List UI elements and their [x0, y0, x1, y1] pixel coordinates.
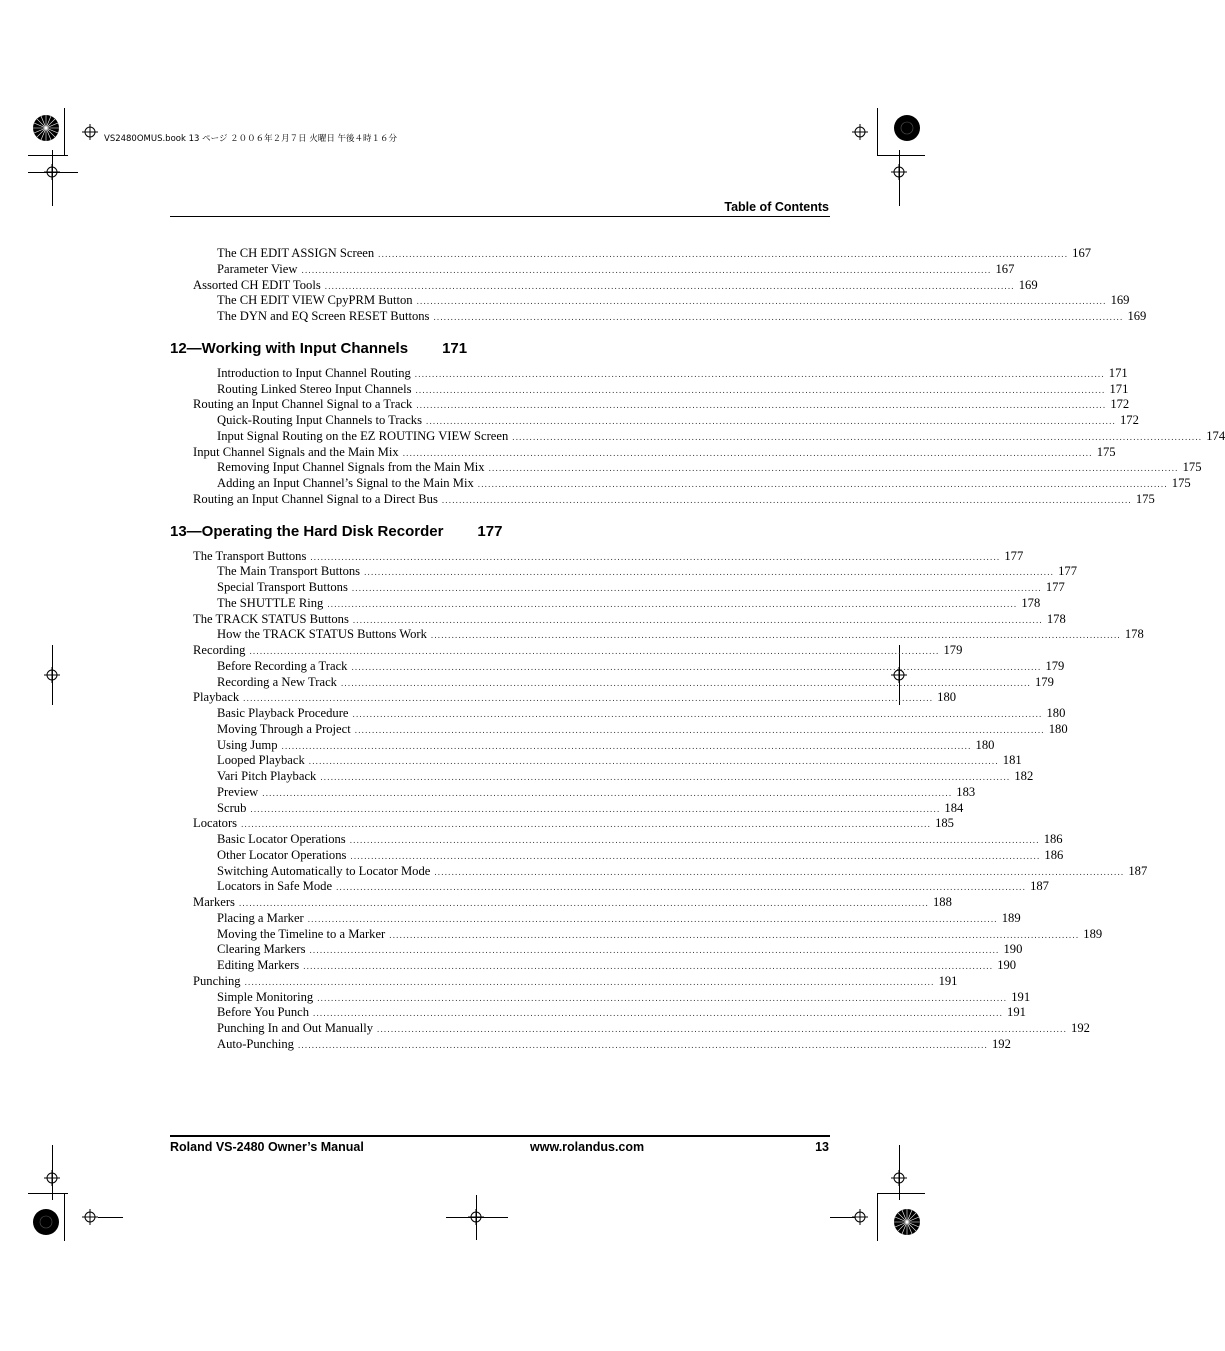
toc-entry[interactable] — [170, 444, 1116, 461]
header-rule — [170, 216, 830, 217]
toc-entry[interactable] — [170, 595, 1041, 612]
dot-leader: ........................................................................................................................................................................................................ — [512, 431, 1203, 442]
toc-section — [170, 246, 1147, 325]
dot-leader: ........................................................................................................................................................................................................ — [389, 929, 1080, 940]
toc-entry[interactable] — [170, 832, 1063, 848]
toc-entry-title: Playback — [193, 690, 240, 705]
dot-leader: ........................................................................................................................................................................................................ — [309, 945, 1000, 956]
toc-entry-page: 192 — [1071, 1021, 1090, 1035]
registration-starburst-icon — [32, 1208, 60, 1236]
toc-entry[interactable] — [170, 611, 1066, 628]
dot-leader: ........................................................................................................................................................................................................ — [249, 646, 940, 656]
toc-entry[interactable] — [170, 381, 1129, 398]
toc-entry-title: Other Locator Operations — [217, 847, 347, 862]
print-slug: VS2480OMUS.book 13 ページ ２００６年２月７日 火曜日 午後４時１６分 — [104, 134, 398, 144]
toc-entry-title: Looped Playback — [217, 753, 305, 768]
toc-entry[interactable] — [170, 564, 1077, 580]
dot-leader: ........................................................................................................................................................................................................ — [238, 898, 929, 908]
registration-crosshair-icon — [82, 124, 98, 140]
footer-website: www.rolandus.com — [530, 1140, 645, 1154]
toc-entry-title: Removing Input Channel Signals from the Main Mix — [217, 460, 485, 475]
toc-entry[interactable] — [170, 397, 1130, 413]
toc-entry-page: 180 — [1046, 706, 1066, 720]
running-header: Table of Contents — [724, 200, 829, 214]
toc-entry-title: Preview — [217, 784, 259, 799]
toc-entry[interactable] — [170, 816, 954, 832]
toc-entry-title: The CH EDIT ASSIGN Screen — [217, 246, 375, 260]
toc-entry-page: 178 — [1021, 595, 1041, 610]
toc-entry-page: 181 — [1002, 753, 1022, 768]
toc-entry-page: 187 — [1030, 879, 1049, 894]
toc-entry-page: 180 — [1048, 721, 1068, 736]
crop-mark — [877, 1193, 925, 1194]
toc-entry-page: 175 — [1135, 491, 1155, 506]
toc-entry-page: 191 — [1011, 989, 1031, 1004]
toc-entry-title: Markers — [193, 895, 235, 909]
registration-starburst-icon — [893, 1208, 921, 1236]
toc-entry-title: Placing a Marker — [217, 910, 304, 925]
dot-leader: ........................................................................................................................................................................................................ — [244, 976, 935, 987]
toc-entry-page: 190 — [997, 958, 1017, 972]
dot-leader: ........................................................................................................................................................................................................ — [441, 494, 1132, 505]
registration-crosshair-icon — [82, 1209, 98, 1225]
toc-entry[interactable] — [170, 548, 1024, 565]
toc-entry-page: 178 — [1124, 627, 1144, 642]
toc-entry[interactable] — [170, 879, 1049, 895]
crop-mark — [28, 155, 68, 156]
toc-entry-title: Locators — [193, 816, 238, 831]
dot-leader: ........................................................................................................................................................................................................ — [320, 772, 1011, 782]
crop-mark — [446, 1217, 508, 1218]
toc-entry-title: The CH EDIT VIEW CpyPRM Button — [217, 293, 413, 308]
toc-entry-page: 180 — [975, 737, 995, 752]
toc-entry[interactable] — [170, 1005, 1026, 1021]
dot-leader: ........................................................................................................................................................................................................ — [488, 463, 1179, 474]
registration-crosshair-icon — [891, 164, 907, 180]
toc-entry-title: The Transport Buttons — [193, 548, 307, 563]
dot-leader: ........................................................................................................................................................................................................ — [336, 882, 1027, 893]
toc-entry-page: 186 — [1044, 847, 1064, 862]
crop-mark — [877, 155, 925, 156]
toc-entry[interactable] — [170, 706, 1066, 722]
registration-crosshair-icon — [891, 1170, 907, 1186]
toc-entry[interactable] — [170, 1036, 1011, 1053]
dot-leader: ........................................................................................................................................................................................................ — [378, 249, 1069, 259]
toc-entry[interactable] — [170, 1021, 1090, 1037]
toc-entry-page: 171 — [1108, 365, 1128, 380]
toc-entry-title: Scrub — [217, 800, 247, 815]
toc-entry-title: Quick-Routing Input Channels to Tracks — [217, 413, 422, 427]
toc-entry[interactable] — [170, 690, 957, 706]
toc-entry-title: Punching — [193, 973, 241, 988]
toc-entry-page: 175 — [1096, 444, 1116, 459]
toc-entry-title: How the TRACK STATUS Buttons Work — [217, 627, 427, 642]
toc-entry-page: 177 — [1045, 580, 1065, 594]
toc-entry-title: Routing an Input Channel Signal to a Direct Bus — [193, 491, 438, 506]
dot-leader: ........................................................................................................................................................................................................ — [351, 583, 1042, 593]
toc-entry-page: 184 — [944, 800, 964, 815]
toc-entry-page: 172 — [1120, 413, 1139, 427]
crop-mark — [64, 108, 65, 156]
toc-entry-page: 179 — [1034, 674, 1054, 689]
dot-leader: ........................................................................................................................................................................................................ — [303, 961, 994, 971]
toc-entry-page: 175 — [1182, 460, 1202, 475]
chapter-page: 171 — [442, 339, 468, 357]
toc-entry[interactable] — [170, 643, 963, 659]
crop-mark — [877, 1193, 878, 1241]
dot-leader: ........................................................................................................................................................................................................ — [415, 384, 1106, 395]
toc-entry[interactable] — [170, 769, 1034, 785]
toc-entry[interactable] — [170, 721, 1068, 738]
toc-entry-page: 191 — [1007, 1005, 1026, 1020]
dot-leader: ........................................................................................................................................................................................................ — [364, 567, 1055, 578]
dot-leader: ........................................................................................................................................................................................................ — [351, 661, 1042, 672]
toc-entry-page: 171 — [1109, 381, 1129, 396]
dot-leader: ........................................................................................................................................................................................................ — [243, 693, 934, 704]
toc-entry-title: The DYN and EQ Screen RESET Buttons — [217, 309, 430, 323]
dot-leader: ........................................................................................................................................................................................................ — [402, 447, 1093, 458]
toc-entry[interactable] — [170, 413, 1139, 429]
toc-entry[interactable] — [170, 580, 1065, 596]
toc-entry[interactable] — [170, 309, 1147, 325]
dot-leader: ........................................................................................................................................................................................................ — [426, 416, 1116, 426]
toc-entry-title: Moving the Timeline to a Marker — [217, 926, 386, 941]
toc-entry-page: 179 — [1045, 658, 1065, 673]
toc-entry-page: 169 — [1127, 309, 1147, 323]
toc-section — [170, 548, 1148, 1053]
dot-leader: ........................................................................................................................................................................................................ — [307, 913, 998, 924]
dot-leader: ........................................................................................................................................................................................................ — [297, 1039, 988, 1050]
toc-entry-title: Before Recording a Track — [217, 658, 348, 673]
toc-entry-page: 169 — [1018, 277, 1038, 292]
dot-leader: ........................................................................................................................................................................................................ — [241, 819, 932, 830]
dot-leader: ........................................................................................................................................................................................................ — [416, 400, 1107, 411]
toc-entry-title: Introduction to Input Channel Routing — [217, 365, 411, 380]
registration-starburst-icon — [893, 114, 921, 142]
dot-leader: ........................................................................................................................................................................................................ — [350, 850, 1041, 861]
toc-entry-title: Using Jump — [217, 737, 278, 752]
toc-entry-title: Parameter View — [217, 261, 298, 276]
toc-entry-title: Auto-Punching — [217, 1036, 294, 1051]
toc-entry-page: 172 — [1110, 397, 1130, 412]
toc-entry[interactable] — [170, 261, 1015, 278]
dot-leader: ........................................................................................................................................................................................................ — [430, 630, 1121, 641]
table-of-contents — [170, 246, 1225, 1053]
toc-entry[interactable] — [170, 277, 1038, 294]
dot-leader: ........................................................................................................................................................................................................ — [414, 368, 1105, 379]
toc-entry-title: Basic Playback Procedure — [217, 706, 349, 720]
toc-entry-title: Before You Punch — [217, 1005, 310, 1020]
toc-entry-page: 189 — [1083, 926, 1103, 941]
toc-entry[interactable] — [170, 958, 1017, 974]
toc-entry[interactable] — [170, 428, 1225, 445]
crop-mark — [64, 1193, 65, 1241]
toc-entry-title: Clearing Markers — [217, 942, 306, 957]
crop-mark — [52, 645, 53, 705]
toc-entry[interactable] — [170, 942, 1023, 958]
dot-leader: ........................................................................................................................................................................................................ — [310, 551, 1001, 562]
toc-entry-page: 188 — [932, 895, 952, 909]
toc-entry-page: 191 — [938, 973, 958, 988]
toc-entry-title: Assorted CH EDIT Tools — [193, 277, 321, 292]
dot-leader: ........................................................................................................................................................................................................ — [477, 479, 1168, 489]
toc-entry-page: 167 — [995, 261, 1015, 276]
dot-leader: ........................................................................................................................................................................................................ — [433, 312, 1124, 322]
chapter-title: 12—Working with Input Channels — [170, 339, 409, 357]
dot-leader: ........................................................................................................................................................................................................ — [340, 677, 1031, 688]
footer-manual-title: Roland VS-2480 Owner’s Manual — [170, 1140, 364, 1154]
dot-leader: ........................................................................................................................................................................................................ — [416, 296, 1107, 307]
chapter-page: 177 — [477, 522, 503, 540]
toc-entry-page: 180 — [937, 690, 957, 705]
toc-entry-page: 189 — [1001, 910, 1021, 925]
toc-section — [170, 365, 1225, 508]
toc-entry-title: Punching In and Out Manually — [217, 1021, 374, 1035]
dot-leader: ........................................................................................................................................................................................................ — [250, 803, 941, 814]
crop-mark — [476, 1195, 477, 1240]
registration-crosshair-icon — [44, 1170, 60, 1186]
toc-entry-page: 179 — [943, 643, 963, 657]
toc-entry-title: Recording — [193, 643, 246, 657]
registration-starburst-icon — [32, 114, 60, 142]
toc-entry-title: Special Transport Buttons — [217, 580, 348, 594]
dot-leader: ........................................................................................................................................................................................................ — [301, 264, 992, 275]
toc-entry[interactable] — [170, 627, 1144, 643]
toc-entry-page: 169 — [1110, 293, 1130, 308]
toc-entry-title: Vari Pitch Playback — [217, 769, 317, 783]
toc-entry[interactable] — [170, 989, 1031, 1006]
toc-entry-page: 167 — [1072, 246, 1092, 260]
crop-mark — [28, 1193, 68, 1194]
toc-entry[interactable] — [170, 737, 995, 754]
crop-mark — [98, 1217, 123, 1218]
toc-entry[interactable] — [170, 365, 1128, 382]
page-number: 13 — [815, 1140, 829, 1154]
toc-entry-title: The Main Transport Buttons — [217, 564, 361, 579]
toc-entry-title: Adding an Input Channel’s Signal to the Main Mix — [217, 476, 474, 490]
chapter-heading[interactable] — [170, 523, 830, 543]
toc-entry-page: 175 — [1171, 476, 1191, 490]
dot-leader: ........................................................................................................................................................................................................ — [262, 787, 953, 798]
toc-entry-page: 182 — [1014, 769, 1034, 783]
toc-entry-title: The TRACK STATUS Buttons — [193, 611, 349, 626]
toc-entry-title: Input Signal Routing on the EZ ROUTING VIEW Screen — [217, 428, 509, 443]
toc-entry-title: Switching Automatically to Locator Mode — [217, 863, 431, 878]
toc-entry-title: Editing Markers — [217, 958, 300, 972]
toc-entry[interactable] — [170, 658, 1065, 675]
toc-entry[interactable] — [170, 491, 1155, 508]
footer-rule — [170, 1135, 830, 1137]
toc-entry-page: 185 — [935, 816, 954, 831]
crop-mark — [877, 108, 878, 156]
toc-entry[interactable] — [170, 753, 1022, 769]
toc-entry[interactable] — [170, 674, 1054, 691]
toc-entry-page: 190 — [1003, 942, 1023, 957]
dot-leader: ........................................................................................................................................................................................................ — [313, 1008, 1004, 1019]
toc-entry-page: 183 — [956, 784, 976, 799]
dot-leader: ........................................................................................................................................................................................................ — [352, 614, 1043, 625]
dot-leader: ........................................................................................................................................................................................................ — [354, 724, 1045, 735]
registration-crosshair-icon — [44, 164, 60, 180]
toc-entry[interactable] — [170, 800, 964, 817]
toc-entry-title: The SHUTTLE Ring — [217, 595, 324, 610]
toc-entry[interactable] — [170, 863, 1148, 880]
toc-entry-page: 174 — [1206, 428, 1225, 443]
dot-leader: ........................................................................................................................................................................................................ — [324, 280, 1015, 291]
chapter-heading[interactable] — [170, 340, 830, 360]
toc-entry-title: Basic Locator Operations — [217, 832, 346, 846]
chapter-title: 13—Operating the Hard Disk Recorder — [170, 522, 444, 540]
dot-leader: ........................................................................................................................................................................................................ — [349, 835, 1040, 845]
toc-entry[interactable] — [170, 460, 1202, 476]
toc-entry[interactable] — [170, 784, 976, 801]
toc-entry[interactable] — [170, 910, 1021, 927]
toc-entry-page: 187 — [1128, 863, 1148, 878]
toc-entry-title: Routing Linked Stereo Input Channels — [217, 381, 412, 396]
toc-entry[interactable] — [170, 293, 1130, 309]
crop-mark — [830, 1217, 855, 1218]
toc-entry-page: 186 — [1043, 832, 1063, 846]
dot-leader: ........................................................................................................................................................................................................ — [308, 756, 999, 767]
dot-leader: ........................................................................................................................................................................................................ — [281, 740, 972, 751]
toc-entry[interactable] — [170, 847, 1064, 864]
dot-leader: ........................................................................................................................................................................................................ — [377, 1024, 1068, 1034]
toc-entry-page: 192 — [991, 1036, 1011, 1051]
toc-entry[interactable] — [170, 895, 952, 911]
toc-entry-title: Locators in Safe Mode — [217, 879, 333, 894]
dot-leader: ........................................................................................................................................................................................................ — [352, 709, 1043, 719]
toc-entry-page: 178 — [1046, 611, 1066, 626]
toc-entry[interactable] — [170, 476, 1191, 492]
dot-leader: ........................................................................................................................................................................................................ — [317, 992, 1008, 1003]
dot-leader: ........................................................................................................................................................................................................ — [327, 598, 1018, 609]
toc-entry-title: Routing an Input Channel Signal to a Track — [193, 397, 413, 412]
toc-entry-page: 177 — [1004, 548, 1024, 563]
toc-entry-page: 177 — [1058, 564, 1077, 579]
toc-entry-title: Moving Through a Project — [217, 721, 351, 736]
registration-crosshair-icon — [852, 124, 868, 140]
toc-entry-title: Input Channel Signals and the Main Mix — [193, 444, 399, 459]
toc-entry-title: Recording a New Track — [217, 674, 337, 689]
dot-leader: ........................................................................................................................................................................................................ — [434, 866, 1125, 877]
toc-entry-title: Simple Monitoring — [217, 989, 314, 1004]
toc-entry[interactable] — [170, 926, 1103, 943]
toc-entry[interactable] — [170, 973, 958, 990]
toc-entry[interactable] — [170, 246, 1092, 262]
